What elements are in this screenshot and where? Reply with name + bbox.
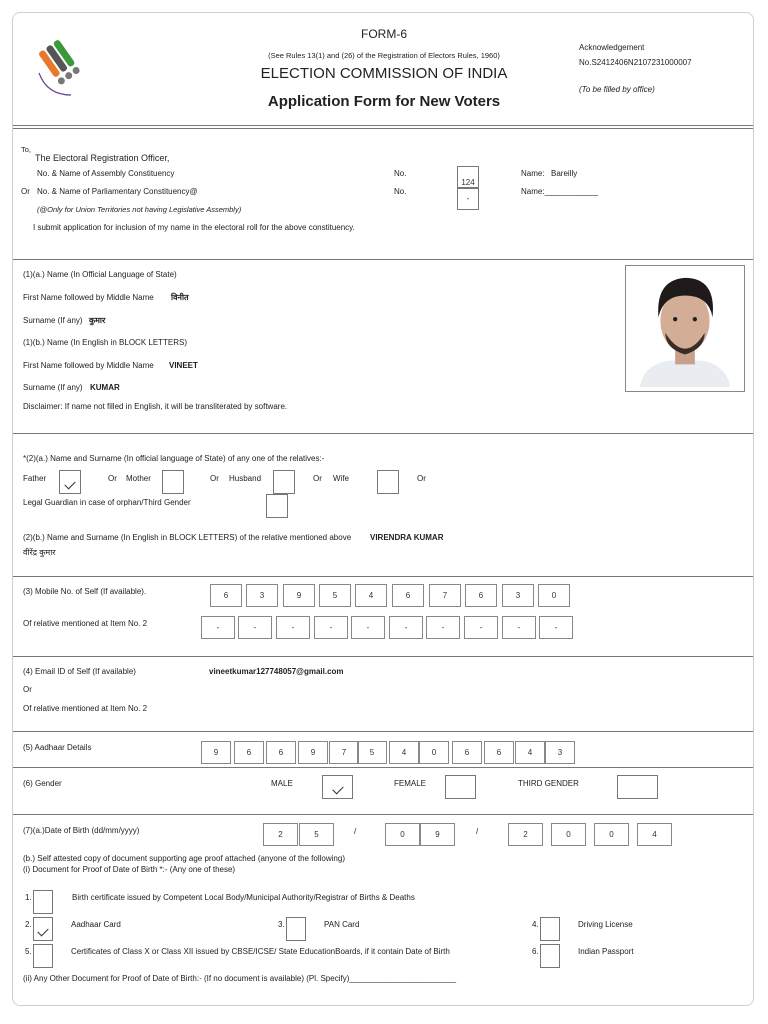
mobile-relative-digit-9[interactable]: - (502, 616, 536, 639)
mobile-self-label: (3) Mobile No. of Self (If available). (23, 587, 147, 596)
ack-number: No.S2412406N2107231000007 (579, 58, 692, 67)
first-name-label-en: First Name followed by Middle Name (23, 361, 154, 370)
section-divider (13, 576, 754, 577)
mobile-self-digit-8[interactable]: 6 (465, 584, 497, 607)
doc-1-label: Birth certificate issued by Competent Local Body/Municipal Authority/Registrar of Births & Deaths (72, 893, 415, 902)
first-name-english: VINEET (169, 361, 198, 370)
parliament-label: No. & Name of Parliamentary Constituency@ (37, 187, 198, 196)
officer-label: The Electoral Registration Officer, (35, 153, 170, 163)
mobile-self-digit-4[interactable]: 5 (319, 584, 351, 607)
wife-checkbox[interactable] (377, 470, 399, 494)
section-divider (13, 767, 754, 768)
doc-4-number: 4. (532, 920, 539, 929)
dob-separator: / (354, 827, 357, 836)
or-label: Or (313, 474, 322, 483)
surname-official: कुमार (89, 316, 106, 325)
wife-label: Wife (333, 474, 349, 483)
gender-third-label: THIRD GENDER (518, 779, 579, 788)
aadhaar-label: (5) Aadhaar Details (23, 743, 92, 752)
parliament-no-label: No. (394, 187, 407, 196)
doc-2-checkbox[interactable] (33, 917, 53, 941)
dob-separator: / (476, 827, 479, 836)
mobile-self-digit-2[interactable]: 3 (246, 584, 278, 607)
doc-3-label: PAN Card (324, 920, 360, 929)
guardian-label: Legal Guardian in case of orphan/Third Gender (23, 498, 191, 507)
mobile-self-digit-9[interactable]: 3 (502, 584, 534, 607)
husband-checkbox[interactable] (273, 470, 295, 494)
form-number: FORM-6 (361, 27, 407, 41)
mobile-relative-digit-4[interactable]: - (314, 616, 348, 639)
doc-1-checkbox[interactable] (33, 890, 53, 914)
email-relative-label: Of relative mentioned at Item No. 2 (23, 704, 148, 713)
doc-5-number: 5. (25, 947, 32, 956)
mobile-relative-digit-3[interactable]: - (276, 616, 310, 639)
father-checkbox[interactable] (59, 470, 81, 494)
mother-label: Mother (126, 474, 151, 483)
dob-day-digit-1[interactable]: 2 (263, 823, 298, 846)
father-label: Father (23, 474, 47, 483)
aadhaar-digit-2[interactable]: 6 (234, 741, 264, 764)
assembly-label: No. & Name of Assembly Constituency (37, 169, 175, 178)
assembly-name-label: Name: (521, 169, 545, 178)
ack-label: Acknowledgement (579, 43, 645, 52)
mobile-self-digit-10[interactable]: 0 (538, 584, 570, 607)
aadhaar-digit-11[interactable]: 4 (515, 741, 545, 764)
email-self-label: (4) Email ID of Self (If available) (23, 667, 136, 676)
doc-6-checkbox[interactable] (540, 944, 560, 968)
submit-statement: I submit application for inclusion of my name in the electoral roll for the above constituency. (33, 223, 355, 232)
dob-year-digit-3[interactable]: 0 (594, 823, 629, 846)
surname-label: Surname (If any) (23, 316, 83, 325)
mobile-self-digit-7[interactable]: 7 (429, 584, 461, 607)
mobile-relative-digit-2[interactable]: - (238, 616, 272, 639)
mobile-relative-digit-1[interactable]: - (201, 616, 235, 639)
first-name-official: विनीत (171, 293, 189, 302)
aadhaar-digit-1[interactable]: 9 (201, 741, 231, 764)
mobile-self-digit-6[interactable]: 6 (392, 584, 424, 607)
email-self-value: vineetkumar127748057@gmail.com (209, 667, 344, 676)
parliament-no-box[interactable]: - (457, 188, 479, 210)
relative-name-official: वीरेंद्र कुमार (23, 548, 56, 557)
gender-male-label: MALE (271, 779, 293, 788)
name-english-heading: (1)(b.) Name (In English in BLOCK LETTERS) (23, 338, 188, 347)
mobile-relative-label: Of relative mentioned at Item No. 2 (23, 619, 148, 628)
section-divider (13, 259, 754, 260)
dob-day-digit-2[interactable]: 5 (299, 823, 334, 846)
doc-3-number: 3. (278, 920, 285, 929)
surname-label-en: Surname (If any) (23, 383, 83, 392)
guardian-checkbox[interactable] (266, 494, 288, 518)
email-or-label: Or (23, 685, 32, 694)
dob-year-digit-1[interactable]: 2 (508, 823, 543, 846)
aadhaar-digit-12[interactable]: 3 (545, 741, 575, 764)
ack-note: (To be filled by office) (579, 85, 655, 94)
husband-label: Husband (229, 474, 262, 483)
dob-label: (7)(a.)Date of Birth (dd/mm/yyyy) (23, 826, 140, 835)
other-doc-label: (ii) Any Other Document for Proof of Date of Birth:- (If no document is available) (Pl. Specify)________________________ (23, 974, 457, 983)
dob-month-digit-2[interactable]: 9 (420, 823, 455, 846)
section-divider (13, 656, 754, 657)
transliteration-disclaimer: Disclaimer: If name not filled in English, it will be transliterated by software. (23, 402, 288, 411)
mobile-relative-digit-5[interactable]: - (351, 616, 385, 639)
relative-name-english: VIRENDRA KUMAR (370, 533, 444, 542)
aadhaar-digit-5[interactable]: 7 (329, 741, 359, 764)
doc-4-label: Driving License (578, 920, 633, 929)
doc-4-checkbox[interactable] (540, 917, 560, 941)
ut-note: (@Only for Union Territories not having Legislative Assembly) (37, 205, 242, 214)
or-label: Or (108, 474, 117, 483)
doc-1-number: 1. (25, 893, 32, 902)
section-divider (13, 433, 754, 434)
aadhaar-digit-6[interactable]: 5 (357, 741, 387, 764)
mobile-self-digit-1[interactable]: 6 (210, 584, 242, 607)
gender-female-checkbox[interactable] (445, 775, 476, 799)
aadhaar-digit-8[interactable]: 0 (419, 741, 449, 764)
or-label: Or (21, 187, 30, 196)
to-label: To, (21, 145, 32, 154)
header-divider (13, 125, 754, 129)
aadhaar-digit-9[interactable]: 6 (452, 741, 482, 764)
gender-third-checkbox[interactable] (617, 775, 658, 799)
relatives-heading: *(2)(a.) Name and Surname (In official language of State) of any one of the relatives:- (23, 454, 325, 463)
name-official-heading: (1)(a.) Name (In Official Language of State) (23, 270, 177, 279)
first-name-label: First Name followed by Middle Name (23, 293, 154, 302)
doc-6-number: 6. (532, 947, 539, 956)
aadhaar-digit-3[interactable]: 6 (266, 741, 296, 764)
section-divider (13, 814, 754, 815)
mobile-relative-digit-8[interactable]: - (464, 616, 498, 639)
dob-year-digit-4[interactable]: 4 (637, 823, 672, 846)
gender-label: (6) Gender (23, 779, 62, 788)
proof-heading: (b.) Self attested copy of document supporting age proof attached (anyone of the following) (23, 854, 345, 863)
aadhaar-digit-4[interactable]: 9 (298, 741, 328, 764)
mobile-self-digit-5[interactable]: 4 (355, 584, 387, 607)
mother-checkbox[interactable] (162, 470, 184, 494)
gender-female-label: FEMALE (394, 779, 427, 788)
relative-english-heading: (2)(b.) Name and Surname (In English in BLOCK LETTERS) of the relative mentioned above (23, 533, 352, 542)
assembly-no-label: No. (394, 169, 407, 178)
or-label: Or (417, 474, 426, 483)
aadhaar-digit-10[interactable]: 6 (484, 741, 514, 764)
doc-5-label: Certificates of Class X or Class XII issued by CBSE/ICSE/ State EducationBoards, if it contain Date of Birth (71, 947, 450, 956)
mobile-relative-digit-6[interactable]: - (389, 616, 423, 639)
commission-name: ELECTION COMMISSION OF INDIA (260, 65, 508, 82)
form-6-page (12, 12, 754, 1006)
mobile-self-digit-3[interactable]: 9 (283, 584, 315, 607)
rules-reference: (See Rules 13(1) and (26) of the Registration of Electors Rules, 1960) (268, 51, 500, 60)
doc-6-label: Indian Passport (578, 947, 634, 956)
assembly-no-box[interactable]: 124 (457, 166, 479, 188)
parliament-name-label: Name:____________ (521, 187, 598, 196)
mobile-relative-digit-10[interactable]: - (539, 616, 573, 639)
assembly-name: Bareilly (551, 169, 578, 178)
surname-english: KUMAR (90, 383, 120, 392)
mobile-relative-digit-7[interactable]: - (426, 616, 460, 639)
aadhaar-digit-7[interactable]: 4 (389, 741, 419, 764)
or-label: Or (210, 474, 219, 483)
gender-male-checkbox[interactable] (322, 775, 353, 799)
dob-year-digit-2[interactable]: 0 (551, 823, 586, 846)
doc-2-label: Aadhaar Card (71, 920, 121, 929)
dob-month-digit-1[interactable]: 0 (385, 823, 420, 846)
applicant-photo (625, 265, 745, 392)
section-divider (13, 731, 754, 732)
doc-5-checkbox[interactable] (33, 944, 53, 968)
doc-3-checkbox[interactable] (286, 917, 306, 941)
proof-subheading: (i) Document for Proof of Date of Birth *:- (Any one of these) (23, 865, 236, 874)
form-title: Application Form for New Voters (267, 93, 501, 110)
doc-2-number: 2. (25, 920, 32, 929)
